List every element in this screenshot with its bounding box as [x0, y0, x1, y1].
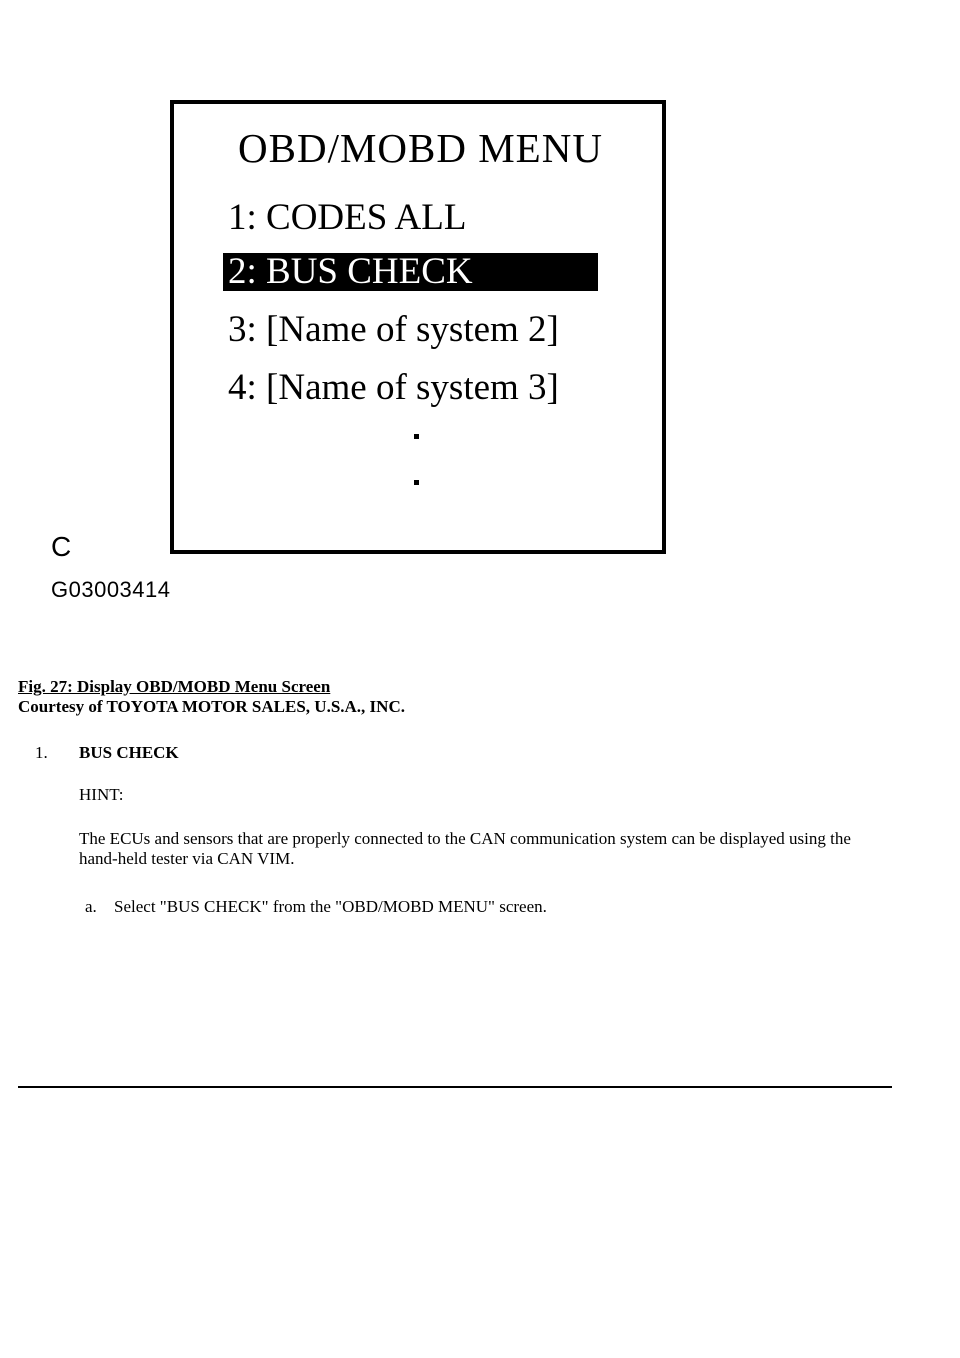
ellipsis-dot — [414, 434, 419, 439]
ellipsis-dot — [414, 480, 419, 485]
step-title: BUS CHECK — [79, 743, 179, 762]
menu-item-codes-all[interactable]: 1: CODES ALL — [228, 197, 467, 238]
substep-letter: a. — [85, 897, 97, 916]
hint-paragraph: The ECUs and sensors that are properly connected to the CAN communication system can be displayed using the hand-held tester via CAN VIM. — [79, 829, 851, 868]
menu-item-system-2[interactable]: 3: [Name of system 2] — [228, 309, 559, 350]
step-number: 1. — [35, 743, 48, 762]
courtesy-line: Courtesy of TOYOTA MOTOR SALES, U.S.A., INC. — [18, 697, 405, 716]
tester-screen — [170, 100, 666, 554]
substep-text: Select "BUS CHECK" from the "OBD/MOBD MENU" screen. — [114, 897, 547, 916]
menu-item-bus-check[interactable]: 2: BUS CHECK — [223, 253, 598, 291]
figure-id: G03003414 — [51, 577, 171, 602]
corner-letter: C — [51, 531, 72, 562]
menu-item-system-3[interactable]: 4: [Name of system 3] — [228, 367, 559, 408]
horizontal-rule — [18, 1086, 892, 1088]
figure-caption-link[interactable]: Fig. 27: Display OBD/MOBD Menu Screen — [18, 677, 331, 696]
screen-title: OBD/MOBD MENU — [238, 125, 603, 171]
figure — [0, 0, 960, 640]
hint-label: HINT: — [79, 785, 124, 804]
